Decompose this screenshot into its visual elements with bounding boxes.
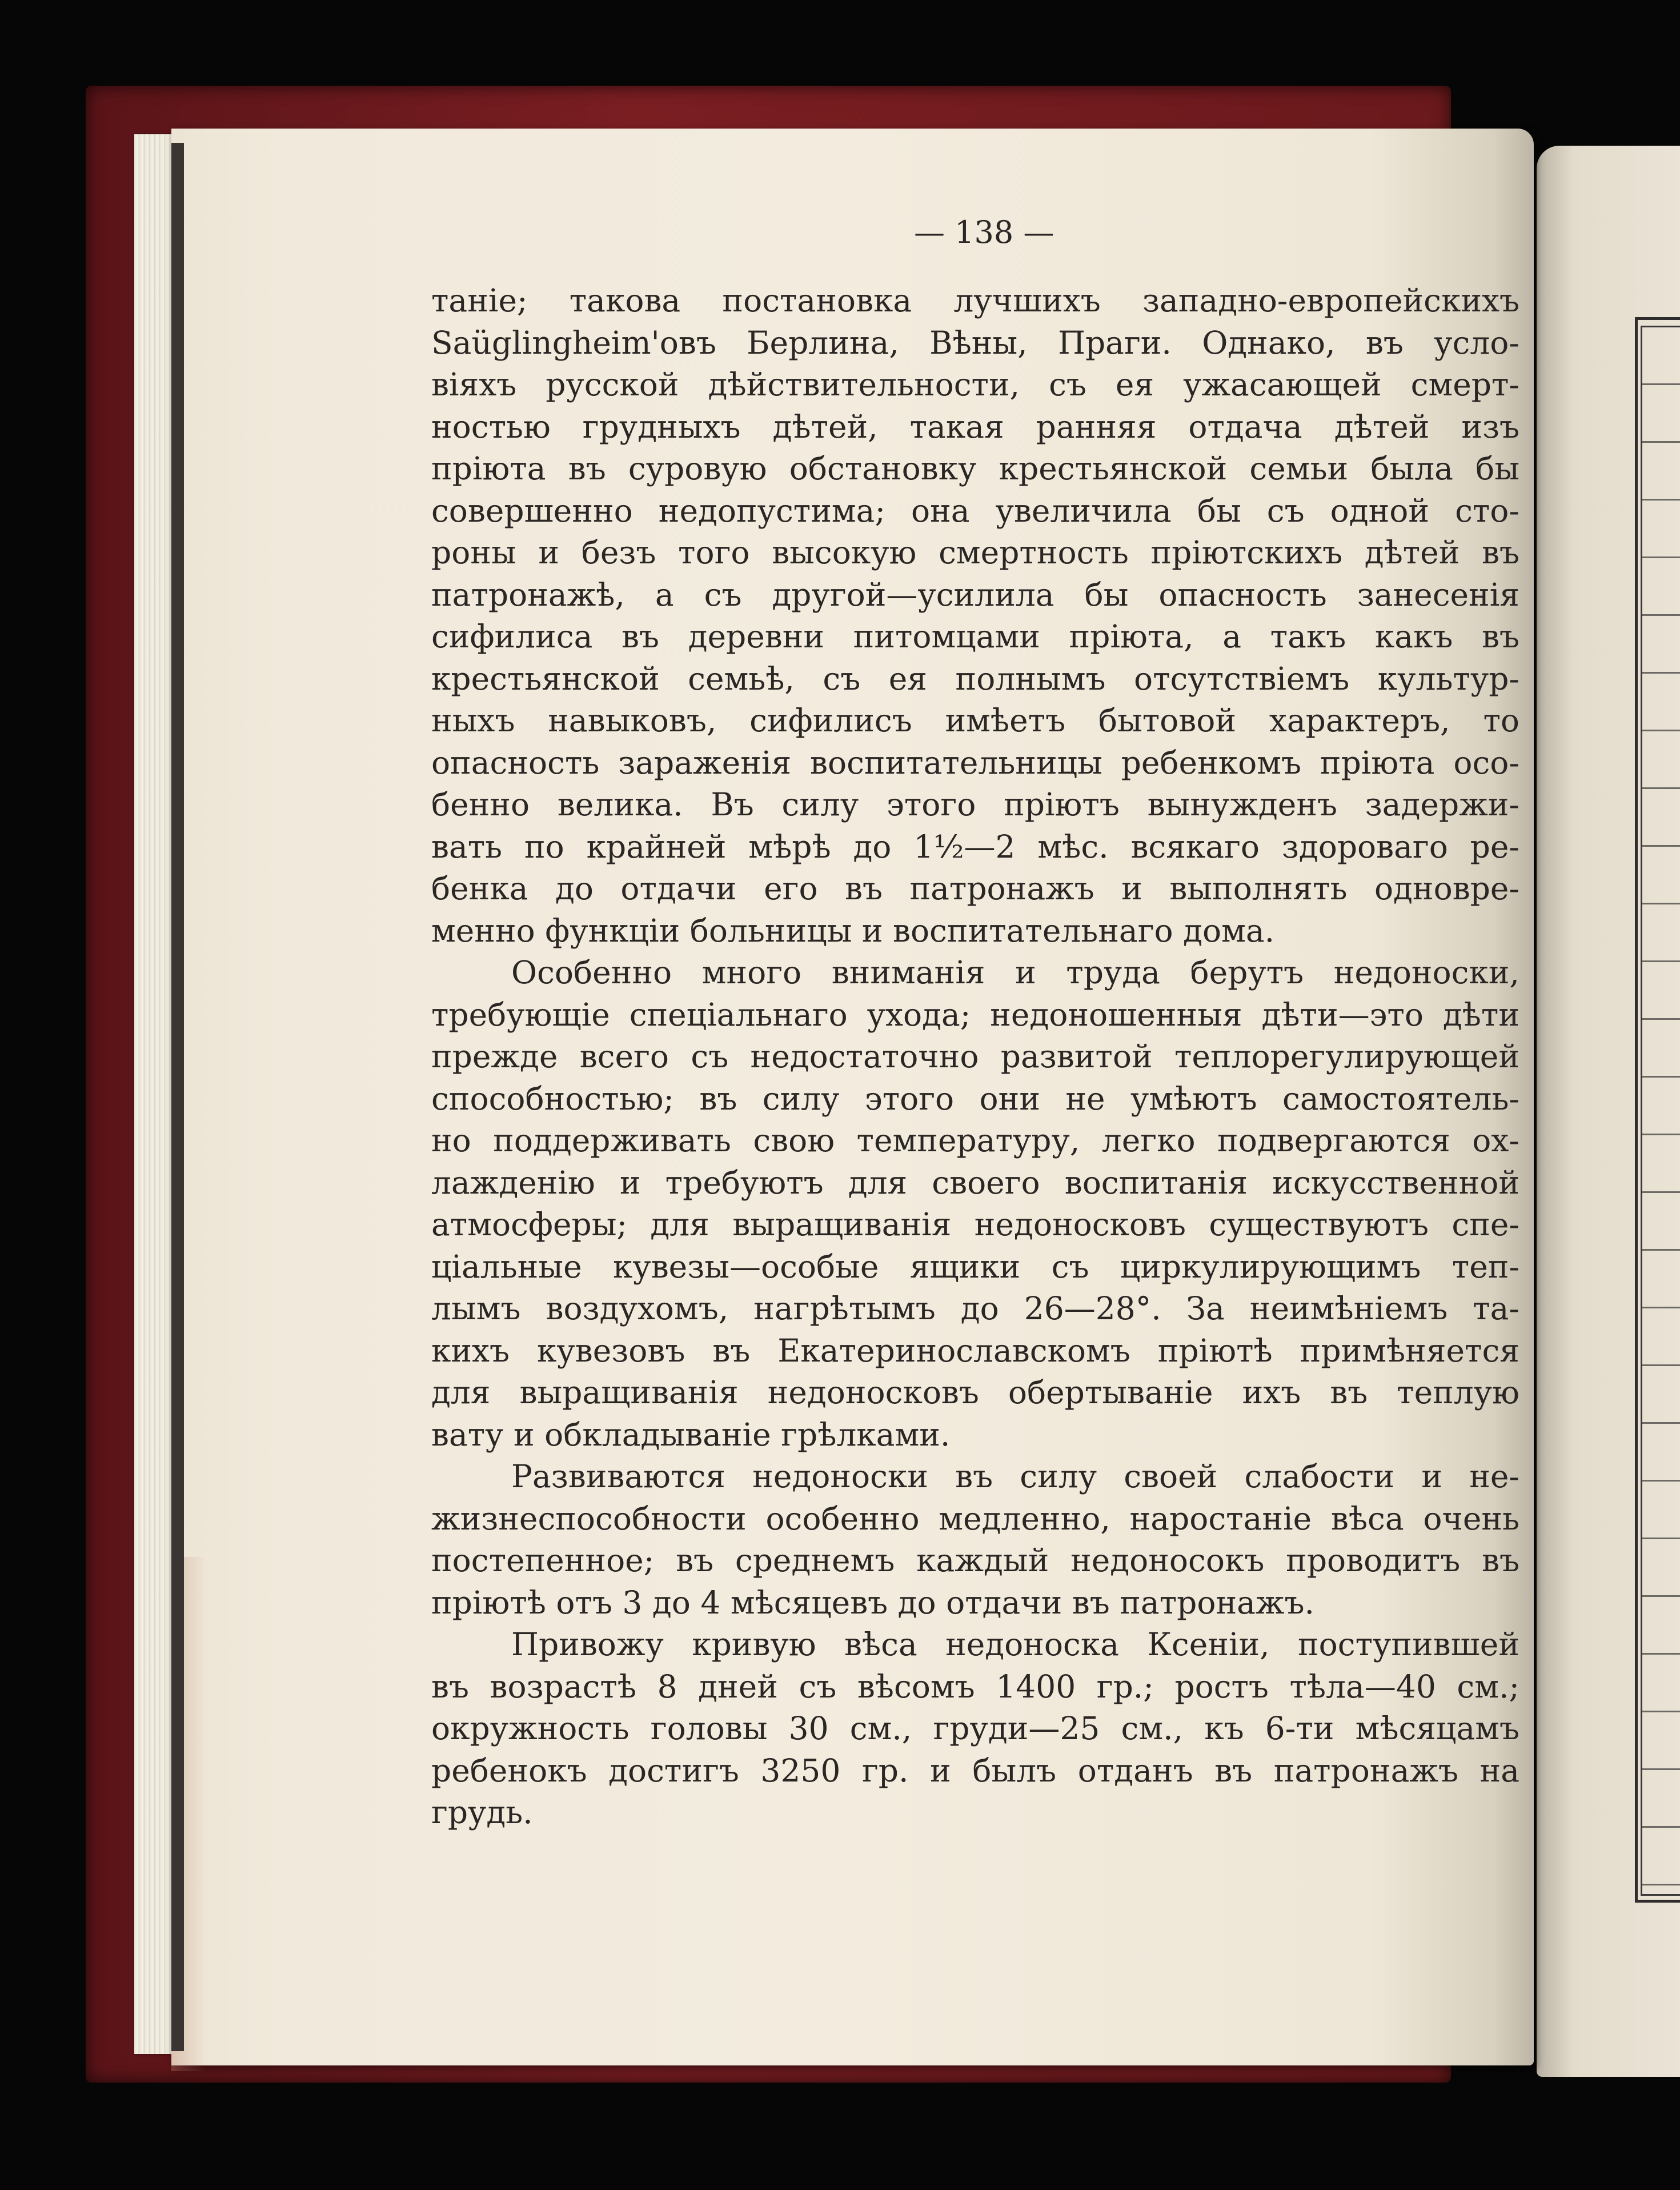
text-line: но поддерживать свою температуру, легко подвергаются ох- xyxy=(431,1122,1519,1159)
text-line: крестьянской семьѣ, съ ея полнымъ отсутствіемъ культур- xyxy=(431,660,1519,697)
text-line: способностью; въ силу этого они не умѣютъ самостоятель- xyxy=(431,1080,1519,1117)
text-line: жизнеспособности особенно медленно, наростаніе вѣса очень xyxy=(431,1500,1519,1537)
text-line: лажденію и требуютъ для своего воспитанія искусственной xyxy=(431,1164,1519,1201)
text-line: кихъ кувезовъ въ Екатеринославскомъ пріютѣ примѣняется xyxy=(431,1332,1519,1369)
text-line: окружность головы 30 см., груди—25 см., къ 6-ти мѣсяцамъ xyxy=(431,1710,1519,1747)
text-line: ціальные кувезы—особые ящики съ циркулирующимъ теп- xyxy=(431,1248,1519,1285)
text-line: Особенно много вниманія и труда берутъ недоноски, xyxy=(511,954,1519,991)
text-line: пріютѣ отъ 3 до 4 мѣсяцевъ до отдачи въ патронажъ. xyxy=(431,1584,1314,1621)
text-line: прежде всего съ недостаточно развитой теплорегулирующей xyxy=(431,1038,1519,1075)
text-line: вату и обкладываніе грѣлками. xyxy=(431,1416,951,1453)
text-line: лымъ воздухомъ, нагрѣтымъ до 26—28°. За неимѣніемъ та- xyxy=(431,1290,1519,1327)
page-number: — 138 — xyxy=(914,214,1054,250)
text-line: Saüglingheim'овъ Берлина, Вѣны, Праги. Однако, въ усло- xyxy=(431,324,1519,361)
text-line: Развиваются недоноски въ силу своей слабости и не- xyxy=(511,1458,1519,1495)
text-line: бенка до отдачи его въ патронажъ и выполнять одновре- xyxy=(431,870,1519,907)
text-line: Привожу кривую вѣса недоноска Ксеніи, поступившей xyxy=(511,1626,1519,1663)
text-line: требующіе спеціальнаго ухода; недоношенныя дѣти—это дѣти xyxy=(431,996,1519,1033)
text-line: пріюта въ суровую обстановку крестьянской семьи была бы xyxy=(431,450,1519,487)
facing-page-table xyxy=(1641,326,1680,1896)
page-gutter-shadow xyxy=(171,143,184,2051)
page-text xyxy=(431,280,1519,1834)
text-line: постепенное; въ среднемъ каждый недоносокъ проводитъ въ xyxy=(431,1542,1519,1579)
text-line: віяхъ русской дѣйствительности, съ ея ужасающей смерт- xyxy=(431,366,1519,403)
text-line: грудь. xyxy=(431,1794,533,1831)
text-line: атмосферы; для выращиванія недоносковъ существуютъ спе- xyxy=(431,1206,1519,1243)
text-line: ребенокъ достигъ 3250 гр. и былъ отданъ въ патронажъ на xyxy=(431,1752,1519,1789)
text-line: ностью грудныхъ дѣтей, такая ранняя отдача дѣтей изъ xyxy=(431,408,1519,445)
text-line: опасность зараженія воспитательницы ребенкомъ пріюта осо- xyxy=(431,744,1519,781)
text-line: менно функціи больницы и воспитательнаго дома. xyxy=(431,912,1275,949)
text-line: бенно велика. Въ силу этого пріютъ вынужденъ задержи- xyxy=(431,786,1519,823)
text-line: таніе; такова постановка лучшихъ западно-европейскихъ xyxy=(431,282,1519,319)
text-line: въ возрастѣ 8 дней съ вѣсомъ 1400 гр.; ростъ тѣла—40 см.; xyxy=(431,1668,1519,1705)
text-line: совершенно недопустима; она увеличила бы съ одной сто- xyxy=(431,492,1519,529)
text-line: сифилиса въ деревни питомцами пріюта, а такъ какъ въ xyxy=(431,618,1519,655)
text-line: для выращиванія недоносковъ обертываніе ихъ въ теплую xyxy=(431,1374,1519,1411)
text-line: вать по крайней мѣрѣ до 1½—2 мѣс. всякаго здороваго ре- xyxy=(431,828,1519,865)
text-line: патронажѣ, а съ другой—усилила бы опасность занесенія xyxy=(431,576,1519,613)
text-line: ныхъ навыковъ, сифилисъ имѣетъ бытовой характеръ, то xyxy=(431,702,1519,739)
text-line: роны и безъ того высокую смертность пріютскихъ дѣтей въ xyxy=(431,534,1519,571)
